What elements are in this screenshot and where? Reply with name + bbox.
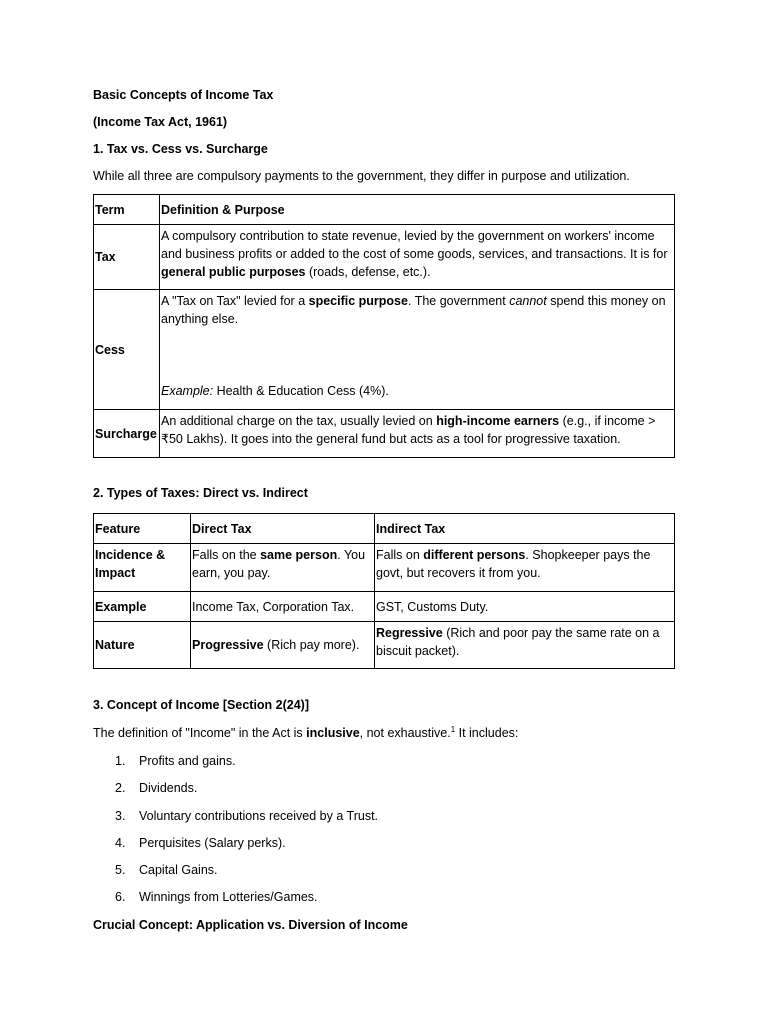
document-title: Basic Concepts of Income Tax bbox=[93, 88, 274, 102]
table-row-example bbox=[94, 592, 675, 622]
header-indirect: Indirect Tax bbox=[375, 514, 675, 544]
list-item: 6. Winnings from Lotteries/Games. bbox=[115, 890, 318, 905]
indirect-nature: Regressive (Rich and poor pay the same rate on a biscuit packet). bbox=[375, 622, 675, 669]
section-3-intro: The definition of "Income" in the Act is inclusive, not exhaustive.$^1$ It includes: bbox=[93, 724, 519, 740]
table-row-surcharge bbox=[94, 410, 675, 458]
section-1-heading: 1. Tax vs. Cess vs. Surcharge bbox=[93, 142, 268, 156]
list-item: 3. Voluntary contributions received by a Trust. bbox=[115, 808, 379, 823]
direct-example: Income Tax, Corporation Tax. bbox=[191, 592, 375, 622]
definition-tax: A compulsory contribution to state revenue, levied by the government on workers' income and business profits or added to the cost of some goods, services, and transactions. It is for general public purposes (roads, defense, etc.). bbox=[160, 225, 675, 290]
table-row-tax bbox=[94, 225, 675, 290]
indirect-example: GST, Customs Duty. bbox=[375, 592, 675, 622]
crucial-concept-heading: Crucial Concept: Application vs. Diversion of Income bbox=[93, 917, 408, 932]
direct-incidence: Falls on the same person. You earn, you pay. bbox=[191, 544, 375, 592]
header-term: Term bbox=[94, 195, 160, 225]
term-cess: Cess bbox=[94, 290, 160, 410]
document-page bbox=[93, 86, 675, 934]
table-row-cess bbox=[94, 290, 675, 410]
header-direct: Direct Tax bbox=[191, 514, 375, 544]
feature-example: Example bbox=[94, 592, 191, 622]
definition-cess: A "Tax on Tax" levied for a specific purpose. The government cannot spend this money on anything else. Example: Health & Education Cess (4%). bbox=[160, 290, 675, 410]
header-feature: Feature bbox=[94, 514, 191, 544]
table-header-row bbox=[94, 514, 675, 544]
list-item: 2. Dividends. bbox=[115, 781, 198, 796]
income-inclusions-list bbox=[93, 752, 675, 906]
definition-surcharge: An additional charge on the tax, usually levied on high-income earners (e.g., if income > ₹50 Lakhs). It goes into the general fund but acts as a tool for progressive taxation. bbox=[160, 410, 675, 458]
section-2-heading: 2. Types of Taxes: Direct vs. Indirect bbox=[93, 486, 308, 500]
tax-cess-surcharge-table bbox=[93, 194, 675, 458]
footnote-marker[interactable]: 1 bbox=[450, 724, 456, 734]
section-3-heading: 3. Concept of Income [Section 2(24)] bbox=[93, 698, 310, 712]
act-subtitle: (Income Tax Act, 1961) bbox=[93, 115, 228, 129]
cess-example: Example: Health & Education Cess (4%). bbox=[161, 384, 389, 398]
table-header-row bbox=[94, 195, 675, 225]
term-tax: Tax bbox=[94, 225, 160, 290]
list-item: 5. Capital Gains. bbox=[115, 863, 218, 878]
header-definition: Definition & Purpose bbox=[160, 195, 675, 225]
table-row-incidence bbox=[94, 544, 675, 592]
list-item: 1. Profits and gains. bbox=[115, 754, 236, 768]
direct-indirect-table bbox=[93, 513, 675, 669]
section-1-intro: While all three are compulsory payments to the government, they differ in purpose and utilization. bbox=[93, 169, 630, 183]
table-row-nature bbox=[94, 622, 675, 669]
indirect-incidence: Falls on different persons. Shopkeeper pays the govt, but recovers it from you. bbox=[375, 544, 675, 592]
direct-nature: Progressive (Rich pay more). bbox=[191, 622, 375, 669]
list-item: 4. Perquisites (Salary perks). bbox=[115, 835, 286, 850]
feature-nature: Nature bbox=[94, 622, 191, 669]
term-surcharge: Surcharge bbox=[94, 410, 160, 458]
feature-incidence: Incidence & Impact bbox=[94, 544, 191, 592]
